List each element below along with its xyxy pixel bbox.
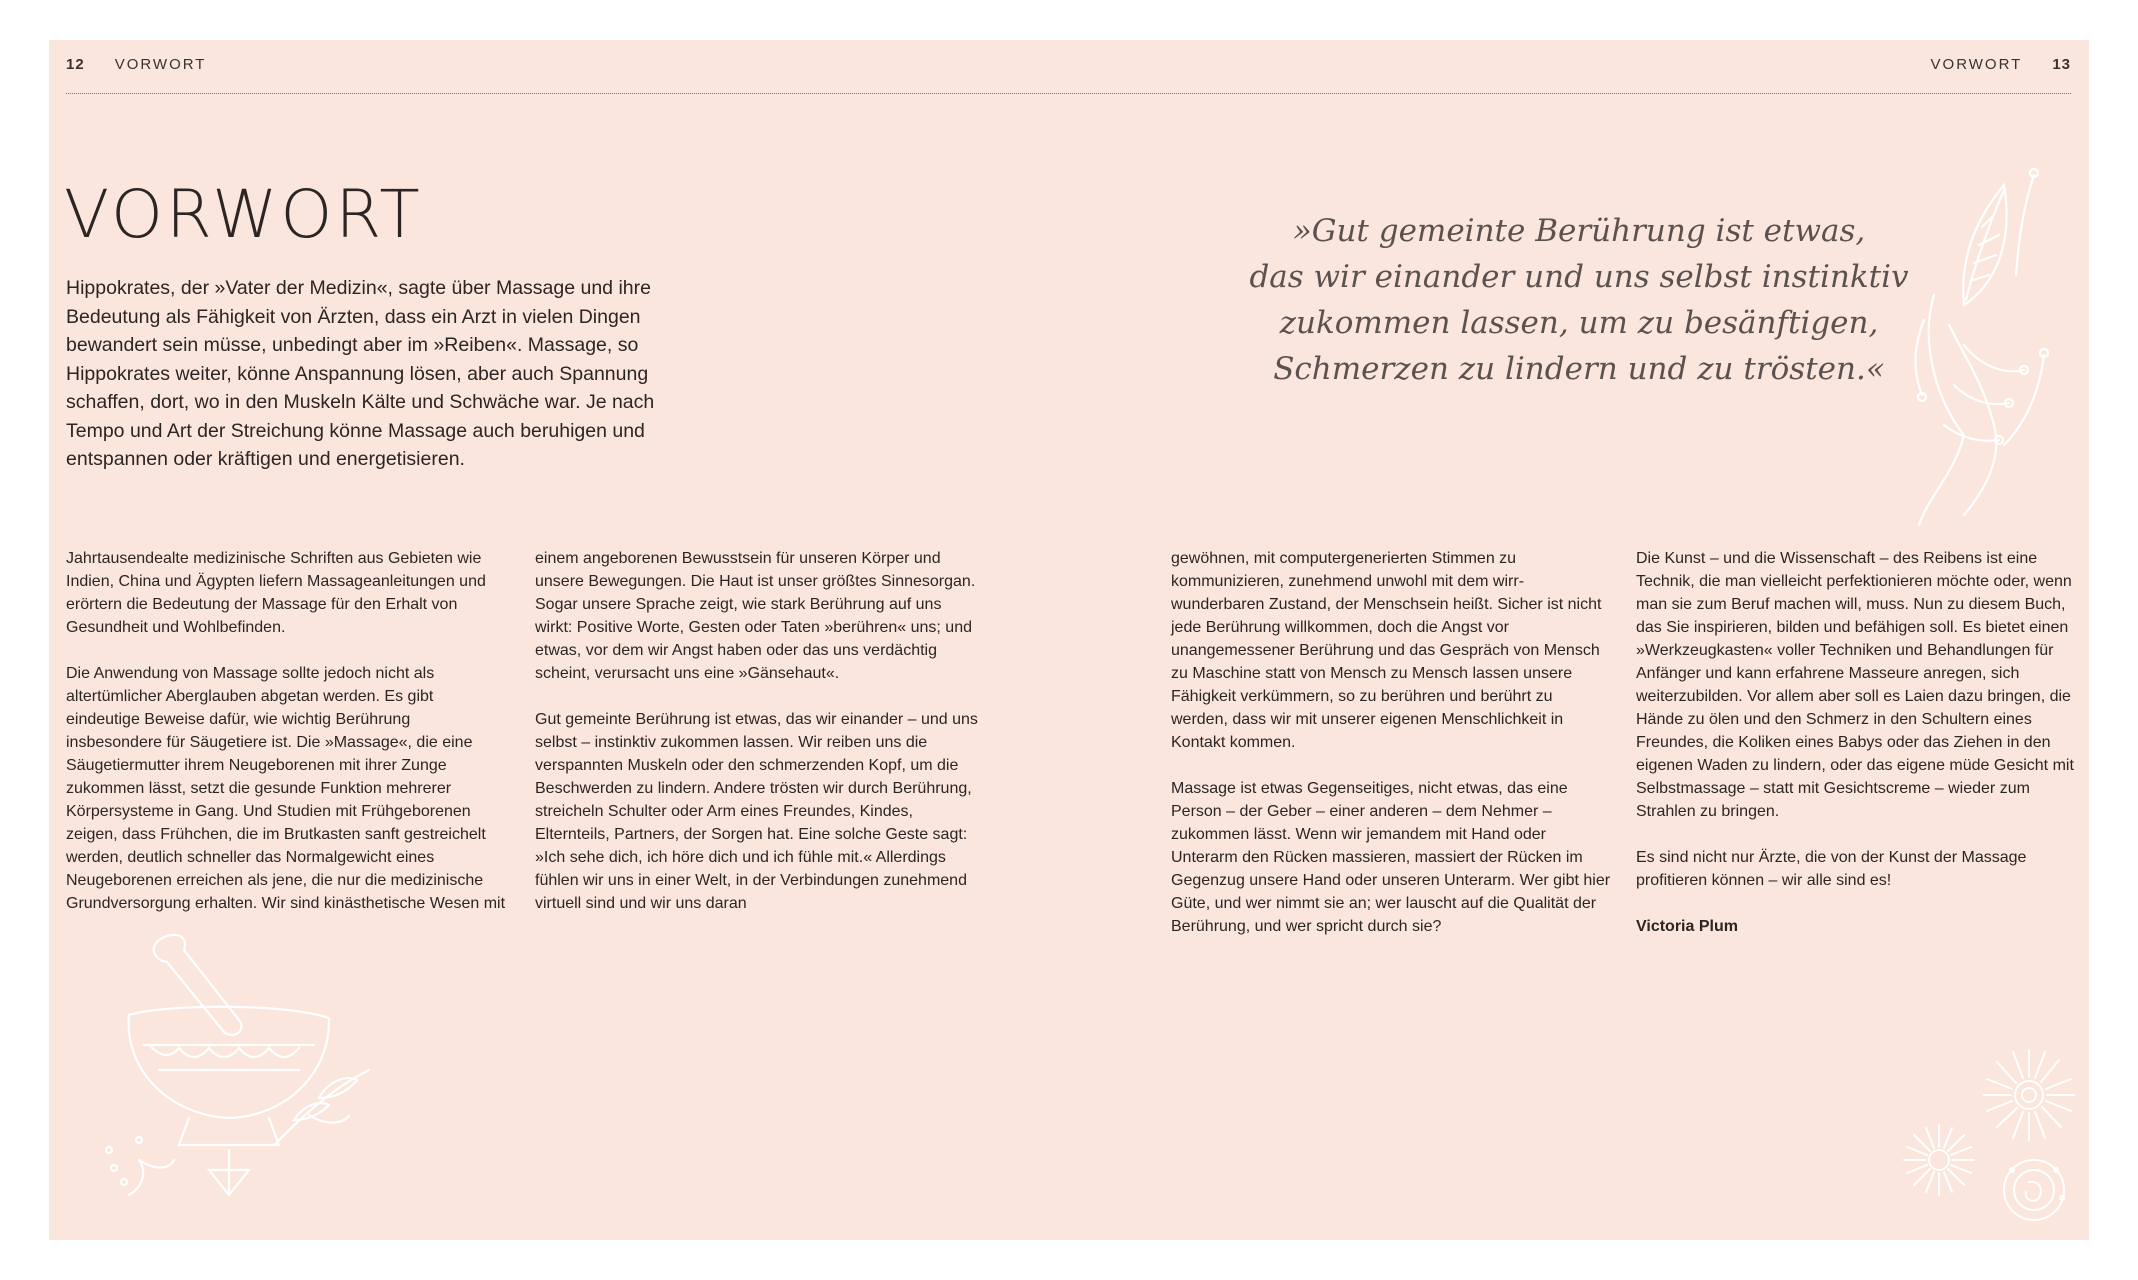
right-running-head	[1931, 56, 2071, 73]
body-paragraph: Jahrtausendealte medizinische Schriften aus Gebieten wie Indien, China und Ägypten liefern Massageanleitungen und erörtern die Bedeutung der Massage für den Erhalt von Gesundheit und Wohlbefinden.	[66, 550, 486, 636]
page-title: VORWORT	[64, 176, 423, 253]
text-column-3	[1171, 547, 1611, 961]
quote-line: Schmerzen zu lindern und zu trösten.«	[1273, 351, 1885, 387]
author-signature: Victoria Plum	[1636, 918, 1738, 935]
header-dotted-rule	[66, 93, 2071, 94]
body-paragraph: Es sind nicht nur Ärzte, die von der Kunst der Massage profitieren können – wir alle sind es!	[1636, 849, 2027, 889]
quote-line: »Gut gemeinte Berührung ist etwas,	[1292, 213, 1866, 249]
body-paragraph: Die Anwendung von Massage sollte jedoch nicht als altertümlicher Aberglauben abgetan werden. Es gibt eindeutige Beweise dafür, wie wichtig Berührung insbesondere für Säugetiere ist. Die »Massage«, die eine Säugetiermutter ihrem Neugeborenen mit ihrer Zunge zukommen lässt, setzt die gesunde Funktion mehrerer Körpersysteme in Gang. Und Studien mit Frühgeborenen zeigen, dass Frühchen, die im Brutkasten sanft gestreichelt werden, deutlich schneller das Normalgewicht eines Neugeborenen erreichen als jene, die nur die medizinische Grundversorgung erhalten. Wir sind kinästhetische Wesen mit	[66, 665, 506, 912]
body-paragraph: Massage ist etwas Gegenseitiges, nicht etwas, das eine Person – der Geber – einer anderen – dem Nehmer – zukommen lässt. Wenn wir jemandem mit Hand oder Unterarm den Rücken massieren, massiert der Rücken im Gegenzug unsere Hand oder unseren Unterarm. Wer gibt hier Güte, und wer nimmt sie an; wer lauscht auf die Qualität der Berührung, und wer spricht durch sie?	[1171, 780, 1611, 935]
body-paragraph: einem angeborenen Bewusstsein für unseren Körper und unsere Bewegungen. Die Haut ist unser größtes Sinnesorgan. Sogar unsere Sprache zeigt, wie stark Berührung auf uns wirkt: Positive Worte, Gesten oder Taten »berühren« uns; und etwas, vor dem wir Angst haben oder das uns verdächtig scheint, verursacht uns eine »Gänsehaut«.	[535, 550, 976, 682]
text-column-1	[66, 547, 506, 938]
right-page-number: 13	[2052, 56, 2071, 73]
right-section-label: VORWORT	[1930, 56, 2023, 73]
body-paragraph: gewöhnen, mit computergenerierten Stimmen zu kommunizieren, zunehmend unwohl mit dem wirr-wunderbaren Zustand, der Menschsein heißt. Sicher ist nicht jede Berührung willkommen, doch die Angst vor unangemessener Berührung und das Gespräch von Mensch zu Maschine statt von Mensch zu Mensch lassen unsere Fähigkeit verkümmern, so zu berühren und berührt zu werden, dass wir mit unserer eigenen Menschlichkeit in Kontakt kommen.	[1171, 550, 1602, 751]
left-running-head	[66, 56, 206, 73]
left-section-label: VORWORT	[114, 56, 207, 73]
body-paragraph: Gut gemeinte Berührung ist etwas, das wir einander – und uns selbst – instinktiv zukommen lassen. Wir reiben uns die verspannten Muskeln oder den schmerzenden Kopf, um die Beschwerden zu lindern. Andere trösten wir durch Berührung, streicheln Schulter oder Arm eines Freundes, Kindes, Elternteils, Partners, der Sorgen hat. Eine solche Geste sagt: »Ich sehe dich, ich höre dich und ich fühle mit.« Allerdings fühlen wir uns in einer Welt, in der Verbindungen zunehmend virtuell sind und wir uns daran	[535, 711, 978, 912]
pull-quote	[1199, 208, 1959, 392]
mortar-pestle-icon	[79, 920, 399, 1210]
text-column-4	[1636, 547, 2076, 961]
book-spread	[49, 40, 2089, 1240]
text-column-2	[535, 547, 980, 938]
flower-ornament-icon	[1879, 1040, 2089, 1240]
quote-line: zukommen lassen, um zu besänftigen,	[1279, 305, 1879, 341]
quote-line: das wir einander und uns selbst instinktiv	[1249, 259, 1909, 295]
body-paragraph: Die Kunst – und die Wissenschaft – des Reibens ist eine Technik, die man vielleicht perfektionieren möchte oder, wenn man sie zum Beruf machen will, muss. Nun zu diesem Buch, das Sie inspirieren, bilden und befähigen soll. Es bietet einen »Werkzeugkasten« voller Techniken und Behandlungen für Anfänger und kann erfahrene Masseure anregen, sich weiterzubilden. Vor allem aber soll es Laien dazu bringen, die Hände zu ölen und den Schmerz in den Schultern eines Freundes, die Koliken eines Babys oder das Ziehen in den eigenen Waden zu lindern, oder das eigene müde Gesicht mit Selbstmassage – statt mit Gesichtscreme – wieder zum Strahlen zu bringen.	[1636, 550, 2074, 820]
left-page-number: 12	[66, 56, 85, 73]
intro-paragraph: Hippokrates, der »Vater der Medizin«, sagte über Massage und ihre Bedeutung als Fähigkeit von Ärzten, dass ein Arzt in vielen Dingen bewandert sein müsse, unbedingt aber im »Reiben«. Massage, so Hippokrates weiter, könne Anspannung lösen, aber auch Spannung schaffen, dort, wo in den Muskeln Kälte und Schwäche war. Je nach Tempo und Art der Streichung könne Massage auch beruhigen und entspannen oder kräftigen und energetisieren.	[66, 277, 655, 470]
